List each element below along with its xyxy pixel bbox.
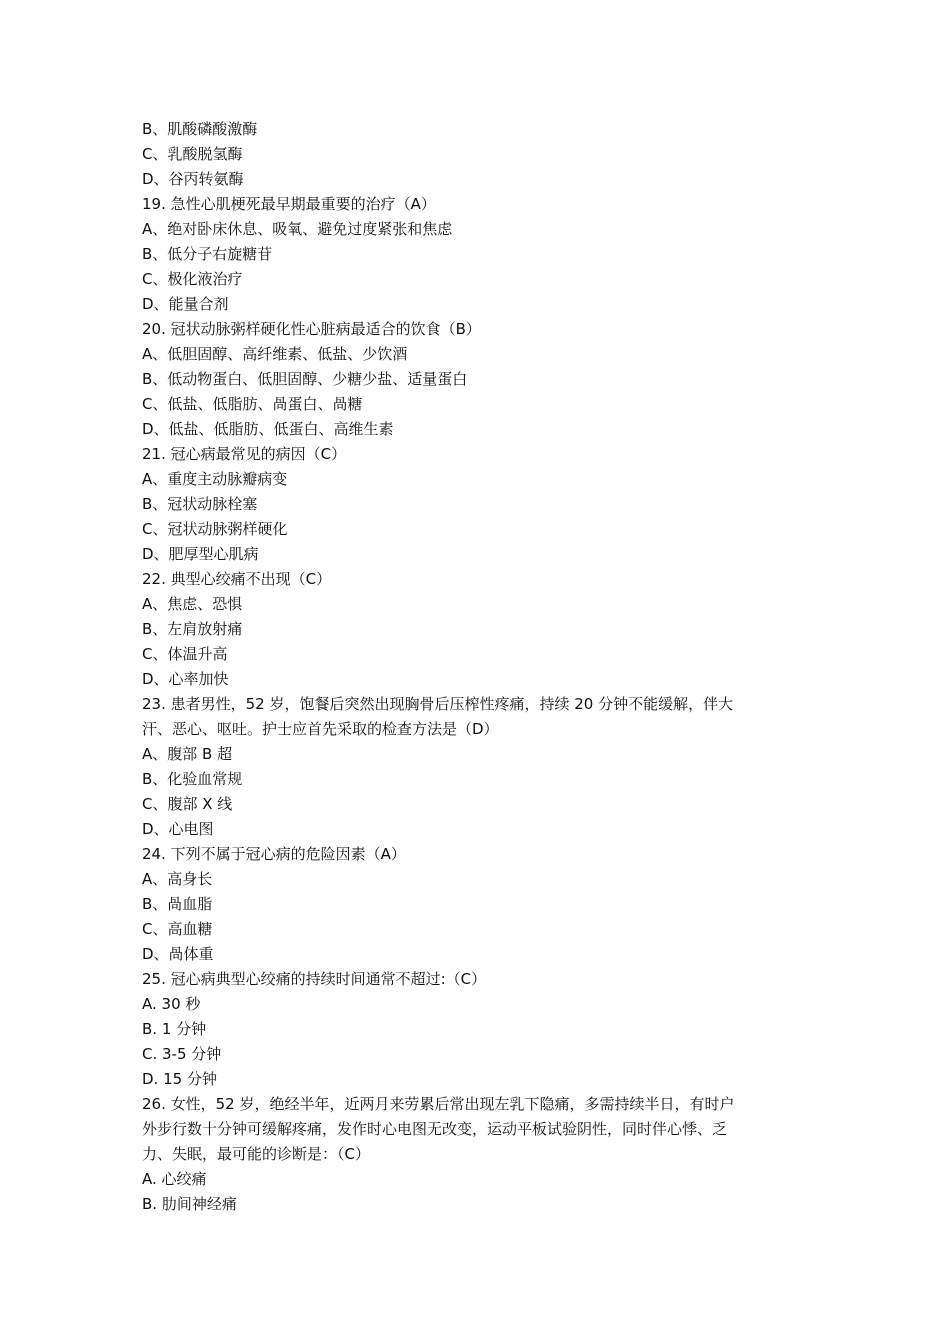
option-line: C、极化液治疗 xyxy=(142,270,243,288)
option-line: A、焦虑、恐惧 xyxy=(142,595,243,613)
option-line: B、化验血常规 xyxy=(142,770,243,788)
option-line: B、肌酸磷酸激酶 xyxy=(142,120,258,138)
option-line: D、心率加快 xyxy=(142,670,229,688)
question-line: 21. 冠心病最常见的病因（C） xyxy=(142,445,347,463)
option-line: B、左肩放射痛 xyxy=(142,620,243,638)
question-line: 24. 下列不属于冠心病的危险因素（A） xyxy=(142,845,406,863)
option-line: A. 30 秒 xyxy=(142,995,201,1013)
question-line: 25. 冠心病典型心绞痛的持续时间通常不超过:（C） xyxy=(142,970,487,988)
question-line: 20. 冠状动脉粥样硬化性心脏病最适合的饮食（B） xyxy=(142,320,481,338)
option-line: A、高身长 xyxy=(142,870,213,888)
option-line: B. 肋间神经痛 xyxy=(142,1195,237,1213)
question-line-continued: 力、失眠，最可能的诊断是：（C） xyxy=(142,1145,370,1163)
question-line-continued: 汗、恶心、呕吐。护士应首先采取的检查方法是（D） xyxy=(142,720,499,738)
question-line: 19. 急性心肌梗死最早期最重要的治疗（A） xyxy=(142,195,436,213)
document-body xyxy=(142,117,810,1217)
option-line: B、低分子右旋糖苷 xyxy=(142,245,273,263)
question-line-continued: 外步行数十分钟可缓解疼痛，发作时心电图无改变，运动平板试验阴性，同时伴心悸、乏 xyxy=(142,1120,728,1138)
option-line: C、体温升高 xyxy=(142,645,228,663)
option-line: B、冠状动脉栓塞 xyxy=(142,495,258,513)
option-line: D、低盐、低脂肪、低蛋白、高维生素 xyxy=(142,420,394,438)
option-line: C、乳酸脱氢酶 xyxy=(142,145,243,163)
option-line: D、能量合剂 xyxy=(142,295,229,313)
option-line: C、冠状动脉粥样硬化 xyxy=(142,520,288,538)
question-line: 23. 患者男性，52 岁，饱餐后突然出现胸骨后压榨性疼痛，持续 20 分钟不能缓解，伴大 xyxy=(142,695,734,713)
question-line: 22. 典型心绞痛不出现（C） xyxy=(142,570,332,588)
option-line: D、咼体重 xyxy=(142,945,214,963)
option-line: A、腹部 B 超 xyxy=(142,745,233,763)
option-line: A、重度主动脉瓣病变 xyxy=(142,470,288,488)
option-line: D、肥厚型心肌病 xyxy=(142,545,259,563)
option-line: A. 心绞痛 xyxy=(142,1170,207,1188)
option-line: B. 1 分钟 xyxy=(142,1020,207,1038)
option-line: C、低盐、低脂肪、咼蛋白、咼糖 xyxy=(142,395,363,413)
option-line: C、高血糖 xyxy=(142,920,213,938)
option-line: A、绝对卧床休息、吸氧、避免过度紧张和焦虑 xyxy=(142,220,453,238)
option-line: B、低动物蛋白、低胆固醇、少糖少盐、适量蛋白 xyxy=(142,370,468,388)
option-line: D. 15 分钟 xyxy=(142,1070,217,1088)
option-line: B、咼血脂 xyxy=(142,895,213,913)
question-line: 26. 女性，52 岁，绝经半年，近两月来劳累后常出现左乳下隐痛，多需持续半日，有时户 xyxy=(142,1095,735,1113)
option-line: D、谷丙转氨酶 xyxy=(142,170,244,188)
option-line: C、腹部 X 线 xyxy=(142,795,233,813)
option-line: A、低胆固醇、高纤维素、低盐、少饮酒 xyxy=(142,345,408,363)
option-line: D、心电图 xyxy=(142,820,214,838)
option-line: C. 3-5 分钟 xyxy=(142,1045,222,1063)
